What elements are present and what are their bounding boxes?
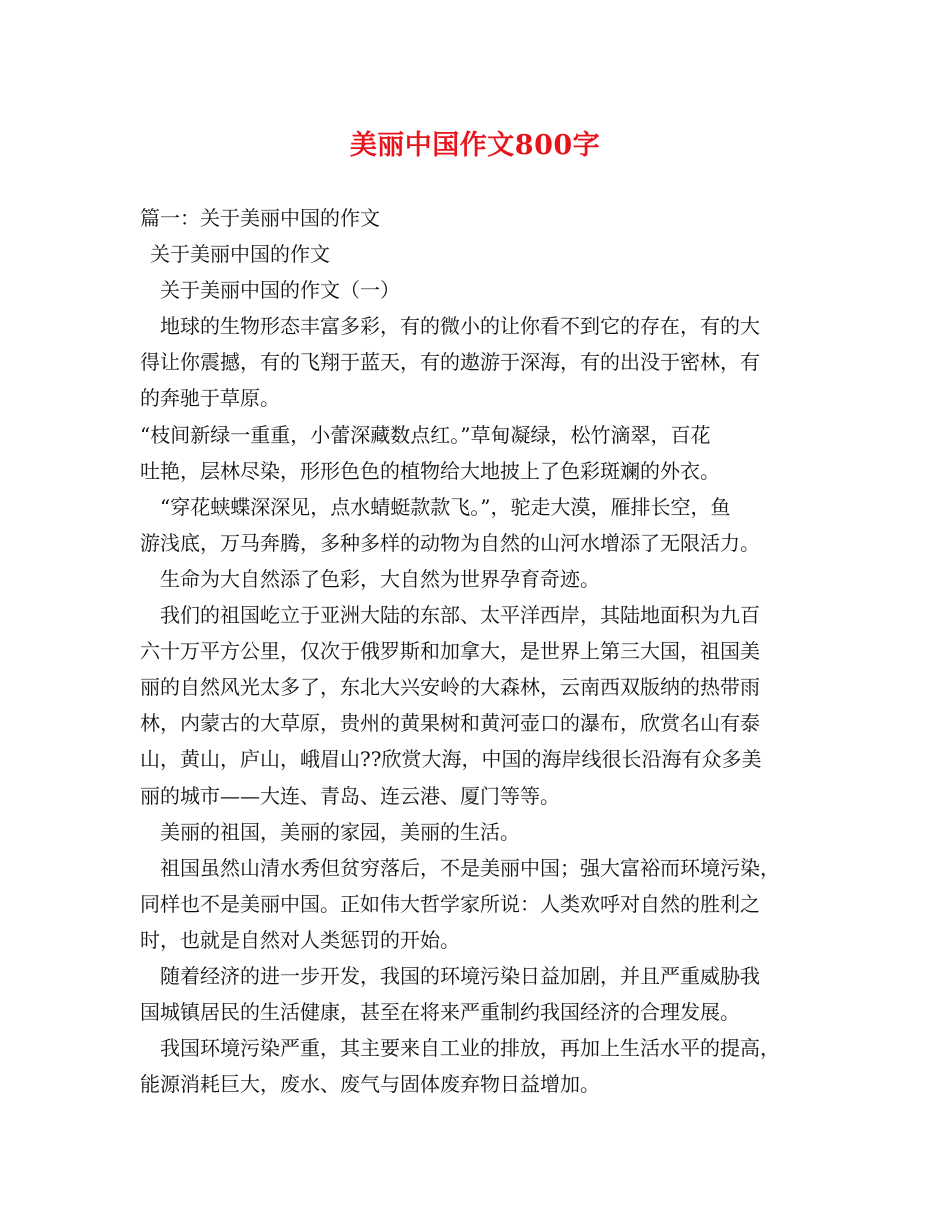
body-line: 我们的祖国屹立于亚洲大陆的东部、太平洋西岸，其陆地面积为九百 bbox=[160, 603, 760, 628]
document-body bbox=[140, 200, 820, 1102]
body-line: 时，也就是自然对人类惩罚的开始。 bbox=[140, 927, 460, 952]
body-line: 国城镇居民的生活健康，甚至在将来严重制约我国经济的合理发展。 bbox=[140, 1000, 740, 1025]
body-line: “枝间新绿一重重，小蕾深藏数点红。”草甸凝绿，松竹滴翠，百花 bbox=[140, 422, 711, 447]
body-line: 丽的自然风光太多了，东北大兴安岭的大森林，云南西双版纳的热带雨 bbox=[140, 675, 760, 700]
body-line: 随着经济的进一步开发，我国的环境污染日益加剧，并且严重威胁我 bbox=[160, 963, 760, 988]
body-line: 篇一：关于美丽中国的作文 bbox=[140, 206, 380, 230]
body-line: 生命为大自然添了色彩，大自然为世界孕育奇迹。 bbox=[160, 566, 600, 591]
body-line: 祖国虽然山清水秀但贫穷落后，不是美丽中国；强大富裕而环境污染， bbox=[160, 855, 780, 880]
body-line: 吐艳，层林尽染，形形色色的植物给大地披上了色彩斑斓的外衣。 bbox=[140, 458, 720, 483]
body-line: 地球的生物形态丰富多彩，有的微小的让你看不到它的存在，有的大 bbox=[160, 314, 760, 339]
body-line: 关于美丽中国的作文 bbox=[150, 242, 330, 267]
document-title: 美丽中国作文800字 bbox=[349, 130, 601, 161]
body-line: 关于美丽中国的作文（一） bbox=[160, 278, 400, 303]
body-line: 能源消耗巨大，废水、废气与固体废弃物日益增加。 bbox=[140, 1072, 600, 1097]
body-line: “穿花蛱蝶深深见，点水蜻蜓款款飞。”，驼走大漠，雁排长空，鱼 bbox=[160, 494, 731, 519]
body-line: 同样也不是美丽中国。正如伟大哲学家所说：人类欢呼对自然的胜利之 bbox=[140, 891, 760, 916]
body-line: 我国环境污染严重，其主要来自工业的排放，再加上生活水平的提高， bbox=[160, 1036, 780, 1061]
body-line: 游浅底，万马奔腾，多种多样的动物为自然的山河水增添了无限活力。 bbox=[140, 530, 760, 555]
body-line: 六十万平方公里，仅次于俄罗斯和加拿大，是世界上第三大国，祖国美 bbox=[140, 639, 760, 664]
body-line: 得让你震撼，有的飞翔于蓝天，有的遨游于深海，有的出没于密林，有 bbox=[140, 350, 760, 375]
body-line: 林，内蒙古的大草原，贵州的黄果树和黄河壶口的瀑布，欣赏名山有泰 bbox=[140, 711, 760, 736]
body-line: 美丽的祖国，美丽的家园，美丽的生活。 bbox=[160, 819, 520, 844]
body-line: 丽的城市——大连、青岛、连云港、厦门等等。 bbox=[140, 783, 560, 808]
body-line: 山，黄山，庐山，峨眉山??欣赏大海，中国的海岸线很长沿海有众多美 bbox=[140, 747, 762, 772]
body-line: 的奔驰于草原。 bbox=[140, 386, 280, 411]
